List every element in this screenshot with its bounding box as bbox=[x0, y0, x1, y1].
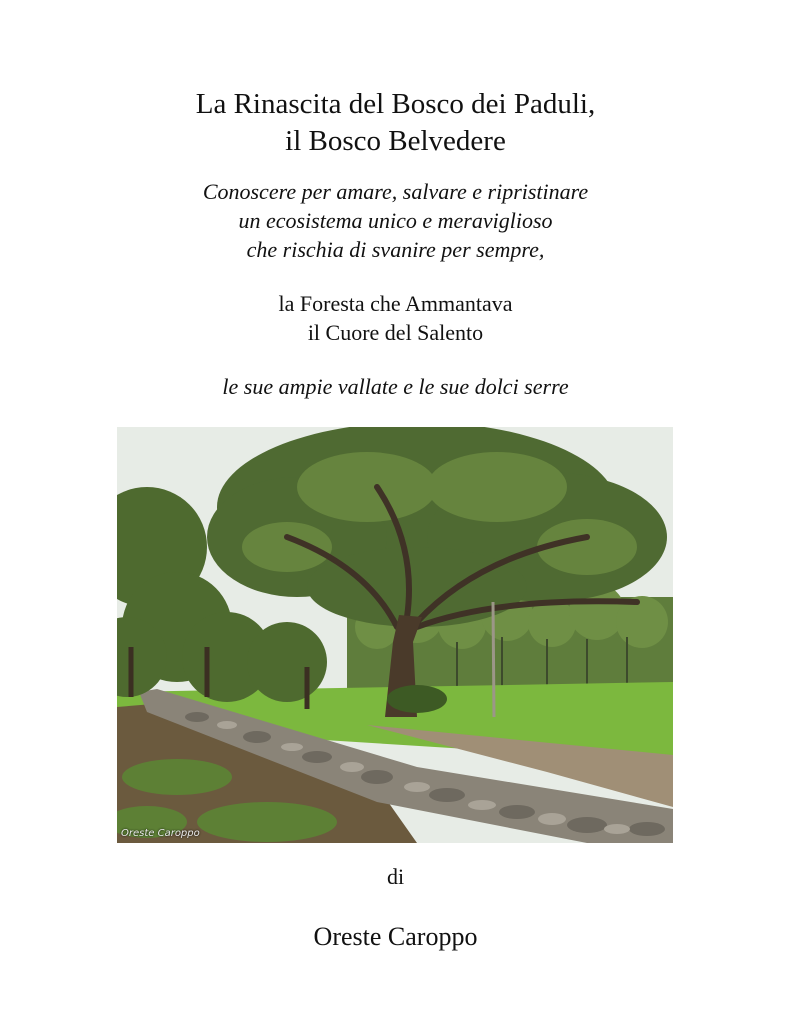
byline-di: di bbox=[386, 864, 405, 889]
subtitle-line-1: Conoscere per amare, salvare e ripristinare bbox=[202, 179, 589, 204]
photo-watermark: Oreste Caroppo bbox=[121, 828, 200, 839]
document-title-line-1: La Rinascita del Bosco dei Paduli, bbox=[195, 88, 596, 120]
subtitle-line-3: che rischia di svanire per sempre, bbox=[246, 237, 545, 262]
section-line-2: il Cuore del Salento bbox=[307, 320, 484, 345]
oak-tree-landscape-image bbox=[117, 427, 673, 843]
cover-photo bbox=[117, 427, 673, 843]
author-name: Oreste Caroppo bbox=[313, 922, 478, 951]
tagline: le sue ampie vallate e le sue dolci serre bbox=[222, 374, 569, 399]
section-line-1: la Foresta che Ammantava bbox=[278, 291, 513, 316]
subtitle-line-2: un ecosistema unico e meraviglioso bbox=[238, 208, 553, 233]
document-title-line-2: il Bosco Belvedere bbox=[285, 125, 506, 157]
